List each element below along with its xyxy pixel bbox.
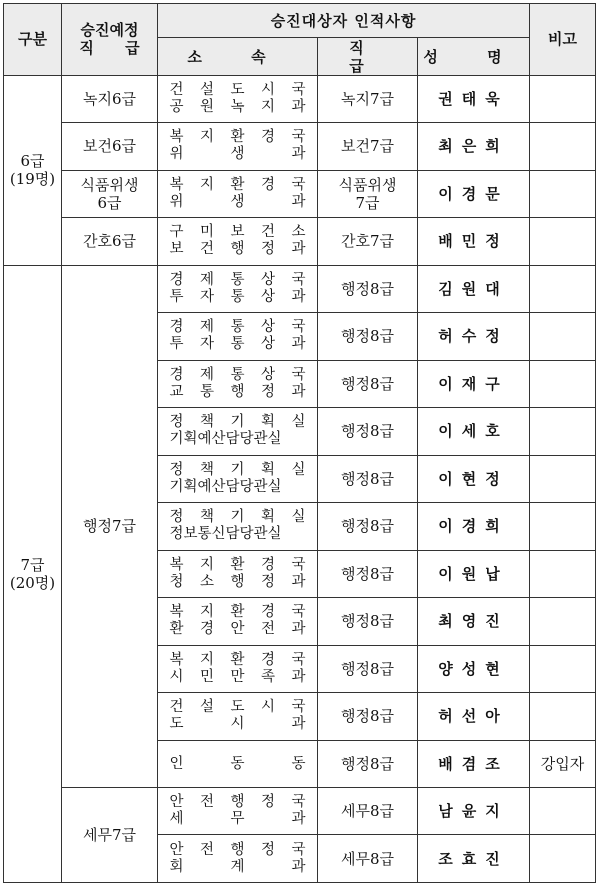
affiliation-line: 경 제 통 상 국 [169, 366, 306, 383]
candidate-name: 권태욱 [418, 75, 530, 122]
category-line: 7급 [20, 555, 45, 574]
category-cell [4, 265, 62, 882]
affiliation-line: 정 책 기 획 실 [169, 509, 306, 526]
affiliation-cell [158, 550, 318, 597]
remarks-cell [530, 360, 596, 407]
remarks-cell [530, 218, 596, 265]
header-target-grade-line-2: 직 급 [79, 39, 140, 58]
current-grade-line: 7급 [355, 193, 380, 212]
affiliation-line: 건 설 도 시 국 [169, 699, 306, 716]
affiliation-line: 복 지 환 경 국 [169, 129, 306, 146]
affiliation-text [170, 604, 306, 638]
affiliation-cell [158, 503, 318, 550]
candidate-name: 이경희 [418, 503, 530, 550]
table-row [4, 787, 596, 834]
target-grade-cell [62, 787, 158, 882]
affiliation-line: 환 경 안 전 과 [169, 621, 306, 638]
current-grade-line: 행정8급 [340, 564, 394, 583]
affiliation-line: 안 전 행 정 국 [169, 794, 306, 811]
affiliation-cell [158, 455, 318, 502]
remarks-cell [530, 787, 596, 834]
current-grade-line: 행정8급 [340, 659, 394, 678]
current-grade-cell [318, 218, 418, 265]
current-grade-line: 행정8급 [340, 612, 394, 631]
current-grade-cell [318, 787, 418, 834]
remarks-cell [530, 550, 596, 597]
affiliation-text [170, 129, 306, 163]
current-grade-line: 행정8급 [340, 279, 394, 298]
affiliation-line: 투 자 통 상 과 [169, 336, 306, 353]
affiliation-text [170, 652, 306, 686]
header-row-1 [4, 4, 596, 38]
table-row [4, 218, 596, 265]
current-grade-cell [318, 740, 418, 787]
header-remarks: 비고 [530, 4, 596, 76]
candidate-name: 양성현 [418, 645, 530, 692]
candidate-name: 배민정 [418, 218, 530, 265]
candidate-name: 이재구 [418, 360, 530, 407]
target-grade-line: 식품위생 [80, 175, 139, 194]
target-grade-cell [62, 123, 158, 170]
current-grade-cell [318, 408, 418, 455]
category-line: (20명) [9, 573, 56, 592]
current-grade-line: 세무8급 [340, 849, 394, 868]
target-grade-cell [62, 265, 158, 787]
current-grade-line: 세무8급 [340, 802, 394, 821]
affiliation-line: 경 제 통 상 국 [169, 271, 306, 288]
promotion-candidates-table [3, 3, 596, 883]
current-grade-line: 행정8급 [340, 422, 394, 441]
candidate-name: 이원납 [418, 550, 530, 597]
affiliation-line: 위 생 과 [169, 193, 306, 210]
current-grade-line: 간호7급 [340, 232, 394, 251]
affiliation-text [170, 319, 306, 353]
affiliation-cell [158, 408, 318, 455]
remarks-cell [530, 75, 596, 122]
current-grade-cell [318, 693, 418, 740]
affiliation-line: 세 무 과 [169, 811, 306, 828]
candidate-name: 조효진 [418, 835, 530, 883]
candidate-name: 남윤지 [418, 787, 530, 834]
table-row [4, 170, 596, 217]
candidate-name: 최은희 [418, 123, 530, 170]
affiliation-text [170, 462, 306, 496]
affiliation-cell [158, 123, 318, 170]
affiliation-cell [158, 835, 318, 883]
affiliation-cell [158, 693, 318, 740]
affiliation-cell [158, 313, 318, 360]
affiliation-line: 회 계 과 [169, 858, 306, 875]
target-grade-line: 보건6급 [82, 137, 136, 156]
affiliation-line: 교 통 행 정 과 [169, 383, 306, 400]
current-grade-line: 보건7급 [340, 137, 394, 156]
current-grade-cell [318, 455, 418, 502]
affiliation-line: 시 민 만 족 과 [169, 668, 306, 685]
current-grade-cell [318, 123, 418, 170]
candidate-name: 배겸조 [418, 740, 530, 787]
remarks-cell [530, 170, 596, 217]
remarks-cell [530, 645, 596, 692]
category-line: 6급 [20, 152, 45, 171]
affiliation-line: 경 제 통 상 국 [169, 319, 306, 336]
affiliation-line: 복 지 환 경 국 [169, 651, 306, 668]
current-grade-cell [318, 645, 418, 692]
affiliation-line: 위 생 과 [169, 146, 306, 163]
affiliation-text [170, 224, 306, 258]
current-grade-line: 행정8급 [340, 469, 394, 488]
affiliation-text [170, 842, 306, 876]
affiliation-text [170, 414, 306, 448]
header-target-grade [62, 4, 158, 76]
category-line: (19명) [9, 170, 56, 189]
target-grade-cell [62, 218, 158, 265]
affiliation-cell [158, 170, 318, 217]
current-grade-line: 녹지7급 [340, 89, 394, 108]
affiliation-text [170, 756, 306, 773]
target-grade-cell [62, 170, 158, 217]
remarks-cell [530, 503, 596, 550]
affiliation-cell [158, 75, 318, 122]
affiliation-cell [158, 265, 318, 312]
affiliation-line: 복 지 환 경 국 [169, 176, 306, 193]
header-candidate-info: 승진대상자 인적사항 [158, 4, 530, 38]
current-grade-cell [318, 503, 418, 550]
table-row [4, 265, 596, 312]
affiliation-line: 정 책 기 획 실 [169, 414, 306, 431]
header-target-grade-line-1: 승진예정 [80, 21, 139, 40]
current-grade-line: 행정8급 [340, 517, 394, 536]
current-grade-line: 행정8급 [340, 374, 394, 393]
current-grade-cell [318, 313, 418, 360]
affiliation-line: 기획예산담당관실 [169, 478, 282, 495]
affiliation-line: 정보통신담당관실 [169, 526, 282, 543]
affiliation-line: 공 원 녹 지 과 [169, 98, 306, 115]
table-row [4, 123, 596, 170]
header-affiliation: 소 속 [158, 38, 318, 75]
current-grade-cell [318, 360, 418, 407]
remarks-cell [530, 455, 596, 502]
affiliation-line: 안 전 행 정 국 [169, 841, 306, 858]
current-grade-line: 행정8급 [340, 754, 394, 773]
affiliation-cell [158, 645, 318, 692]
affiliation-text [170, 272, 306, 306]
header-category: 구분 [4, 4, 62, 76]
affiliation-line: 투 자 통 상 과 [169, 288, 306, 305]
remarks-cell [530, 598, 596, 645]
remarks-cell [530, 313, 596, 360]
candidate-name: 이경문 [418, 170, 530, 217]
target-grade-line: 간호6급 [82, 232, 136, 251]
affiliation-cell [158, 598, 318, 645]
candidate-name: 최영진 [418, 598, 530, 645]
category-cell [4, 75, 62, 265]
table-row [4, 75, 596, 122]
affiliation-text [170, 82, 306, 116]
remarks-cell: 강입자 [530, 740, 596, 787]
current-grade-cell [318, 170, 418, 217]
affiliation-line: 청 소 행 정 과 [169, 573, 306, 590]
current-grade-cell [318, 550, 418, 597]
candidate-name: 허수정 [418, 313, 530, 360]
remarks-cell [530, 265, 596, 312]
remarks-cell [530, 408, 596, 455]
candidate-name: 김원대 [418, 265, 530, 312]
affiliation-line: 복 지 환 경 국 [169, 604, 306, 621]
affiliation-cell [158, 218, 318, 265]
target-grade-line: 행정7급 [82, 517, 136, 536]
affiliation-cell [158, 740, 318, 787]
affiliation-cell [158, 360, 318, 407]
affiliation-text [170, 699, 306, 733]
candidate-name: 이세호 [418, 408, 530, 455]
header-current-grade: 직 급 [318, 38, 418, 75]
affiliation-line: 복 지 환 경 국 [169, 556, 306, 573]
header-name: 성 명 [418, 38, 530, 75]
current-grade-cell [318, 598, 418, 645]
affiliation-text [170, 794, 306, 828]
current-grade-line: 행정8급 [340, 327, 394, 346]
affiliation-cell [158, 787, 318, 834]
remarks-cell [530, 123, 596, 170]
candidate-name: 이현정 [418, 455, 530, 502]
target-grade-line: 6급 [97, 193, 122, 212]
remarks-cell [530, 835, 596, 883]
affiliation-line: 구 미 보 건 소 [169, 224, 306, 241]
remarks-cell [530, 693, 596, 740]
affiliation-text [170, 557, 306, 591]
affiliation-line: 기획예산담당관실 [169, 431, 282, 448]
affiliation-line: 건 설 도 시 국 [169, 81, 306, 98]
current-grade-cell [318, 265, 418, 312]
affiliation-text [170, 177, 306, 211]
current-grade-cell [318, 75, 418, 122]
affiliation-line: 인 동 동 [169, 756, 306, 773]
affiliation-line: 도 시 과 [169, 716, 306, 733]
affiliation-text [170, 367, 306, 401]
target-grade-line: 녹지6급 [82, 89, 136, 108]
affiliation-line: 보 건 행 정 과 [169, 241, 306, 258]
current-grade-line: 식품위생 [338, 175, 397, 194]
current-grade-cell [318, 835, 418, 883]
target-grade-line: 세무7급 [82, 825, 136, 844]
current-grade-line: 행정8급 [340, 707, 394, 726]
affiliation-line: 정 책 기 획 실 [169, 461, 306, 478]
candidate-name: 허선아 [418, 693, 530, 740]
affiliation-text [170, 509, 306, 543]
target-grade-cell [62, 75, 158, 122]
